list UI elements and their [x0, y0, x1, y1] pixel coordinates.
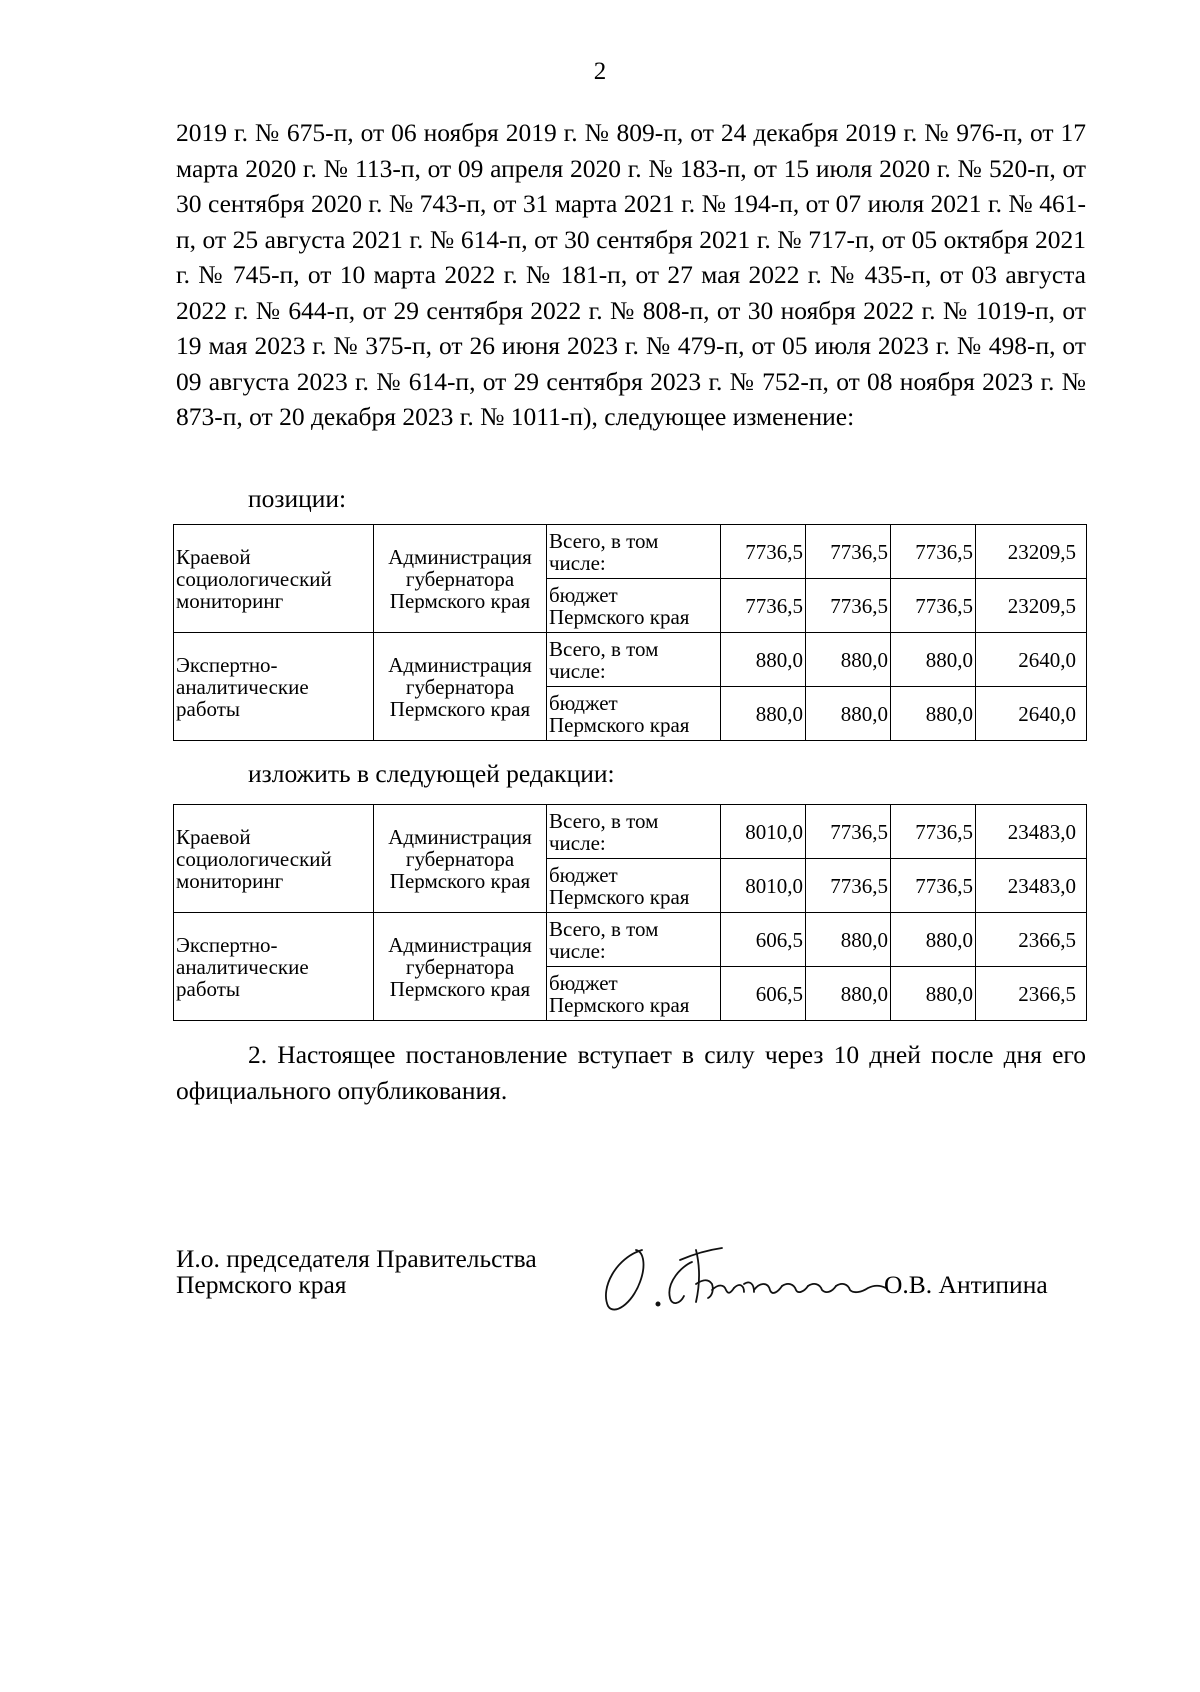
value-cell: 7736,5 [806, 805, 891, 859]
program-name-cell: Экспертно-аналитические работы [174, 913, 374, 1021]
edition-label: изложить в следующей редакции: [248, 759, 615, 788]
value-cell: 7736,5 [806, 579, 891, 633]
source-cell: Всего, в том числе: [547, 805, 721, 859]
source-cell: Всего, в том числе: [547, 525, 721, 579]
effective-date-paragraph: 2. Настоящее постановление вступает в силу через 10 дней после дня его официального опубликования. [176, 1040, 1086, 1105]
source-cell: Всего, в том числе: [547, 913, 721, 967]
value-cell: 7736,5 [721, 579, 806, 633]
value-cell: 7736,5 [721, 525, 806, 579]
source-cell: бюджет Пермского края [547, 967, 721, 1021]
positions-table-old [173, 524, 1087, 741]
page-number: 2 [593, 58, 607, 85]
source-cell: бюджет Пермского края [547, 579, 721, 633]
source-cell: бюджет Пермского края [547, 687, 721, 741]
value-cell: 880,0 [806, 687, 891, 741]
value-cell: 880,0 [806, 967, 891, 1021]
value-cell: 7736,5 [891, 525, 976, 579]
value-cell: 880,0 [806, 633, 891, 687]
value-cell: 8010,0 [721, 859, 806, 913]
value-cell: 7736,5 [806, 525, 891, 579]
value-cell: 880,0 [721, 687, 806, 741]
signatory-position-line2: Пермского края [176, 1270, 347, 1299]
table-row [174, 633, 1087, 687]
value-cell: 880,0 [891, 913, 976, 967]
value-cell: 7736,5 [891, 579, 976, 633]
total-cell: 23483,0 [976, 805, 1087, 859]
total-cell: 23209,5 [976, 525, 1087, 579]
value-cell: 880,0 [891, 967, 976, 1021]
program-name-cell: Экспертно-аналитические работы [174, 633, 374, 741]
total-cell: 2640,0 [976, 633, 1087, 687]
table-row [174, 805, 1087, 859]
organization-cell: Администрация губернатора Пермского края [374, 633, 547, 741]
total-cell: 2640,0 [976, 687, 1087, 741]
value-cell: 7736,5 [891, 805, 976, 859]
table-row [174, 913, 1087, 967]
value-cell: 7736,5 [891, 859, 976, 913]
positions-table-new [173, 804, 1087, 1021]
program-name-cell: Краевой социологический мониторинг [174, 525, 374, 633]
intro-paragraph: 2019 г. № 675-п, от 06 ноября 2019 г. № 809-п, от 24 декабря 2019 г. № 976-п, от 17 марта 2020 г. № 113-п, от 09 апреля 2020 г. № 183-п, от 15 июля 2020 г. № 520-п, от 30 сентября 2020 г. № 743-п, от 31 марта 2021 г. № 194-п, от 07 июля 2021 г. № 461-п, от 25 августа 2021 г. № 614-п, от 30 сентября 2021 г. № 717-п, от 05 октября 2021 г. № 745-п, от 10 марта 2022 г. № 181-п, от 27 мая 2022 г. № 435-п, от 03 августа 2022 г. № 644-п, от 29 сентября 2022 г. № 808-п, от 30 ноября 2022 г. № 1019-п, от 19 мая 2023 г. № 375-п, от 26 июня 2023 г. № 479-п, от 05 июля 2023 г. № 498-п, от 09 августа 2023 г. № 614-п, от 29 сентября 2023 г. № 752-п, от 08 ноября 2023 г. № 873-п, от 20 декабря 2023 г. № 1011-п), следующее изменение: [176, 118, 1086, 431]
total-cell: 2366,5 [976, 913, 1087, 967]
handwritten-signature [596, 1238, 896, 1318]
signatory-position-line1: И.о. председателя Правительства [176, 1244, 537, 1273]
value-cell: 880,0 [721, 633, 806, 687]
value-cell: 606,5 [721, 913, 806, 967]
value-cell: 606,5 [721, 967, 806, 1021]
signatory-name: О.В. Антипина [884, 1270, 1048, 1299]
organization-cell: Администрация губернатора Пермского края [374, 913, 547, 1021]
value-cell: 8010,0 [721, 805, 806, 859]
value-cell: 880,0 [891, 687, 976, 741]
total-cell: 23483,0 [976, 859, 1087, 913]
program-name-cell: Краевой социологический мониторинг [174, 805, 374, 913]
total-cell: 2366,5 [976, 967, 1087, 1021]
organization-cell: Администрация губернатора Пермского края [374, 805, 547, 913]
value-cell: 880,0 [806, 913, 891, 967]
value-cell: 7736,5 [806, 859, 891, 913]
signatory-position [176, 1246, 537, 1298]
total-cell: 23209,5 [976, 579, 1087, 633]
positions-label: позиции: [248, 484, 347, 513]
table-row [174, 525, 1087, 579]
value-cell: 880,0 [891, 633, 976, 687]
source-cell: Всего, в том числе: [547, 633, 721, 687]
organization-cell: Администрация губернатора Пермского края [374, 525, 547, 633]
source-cell: бюджет Пермского края [547, 859, 721, 913]
